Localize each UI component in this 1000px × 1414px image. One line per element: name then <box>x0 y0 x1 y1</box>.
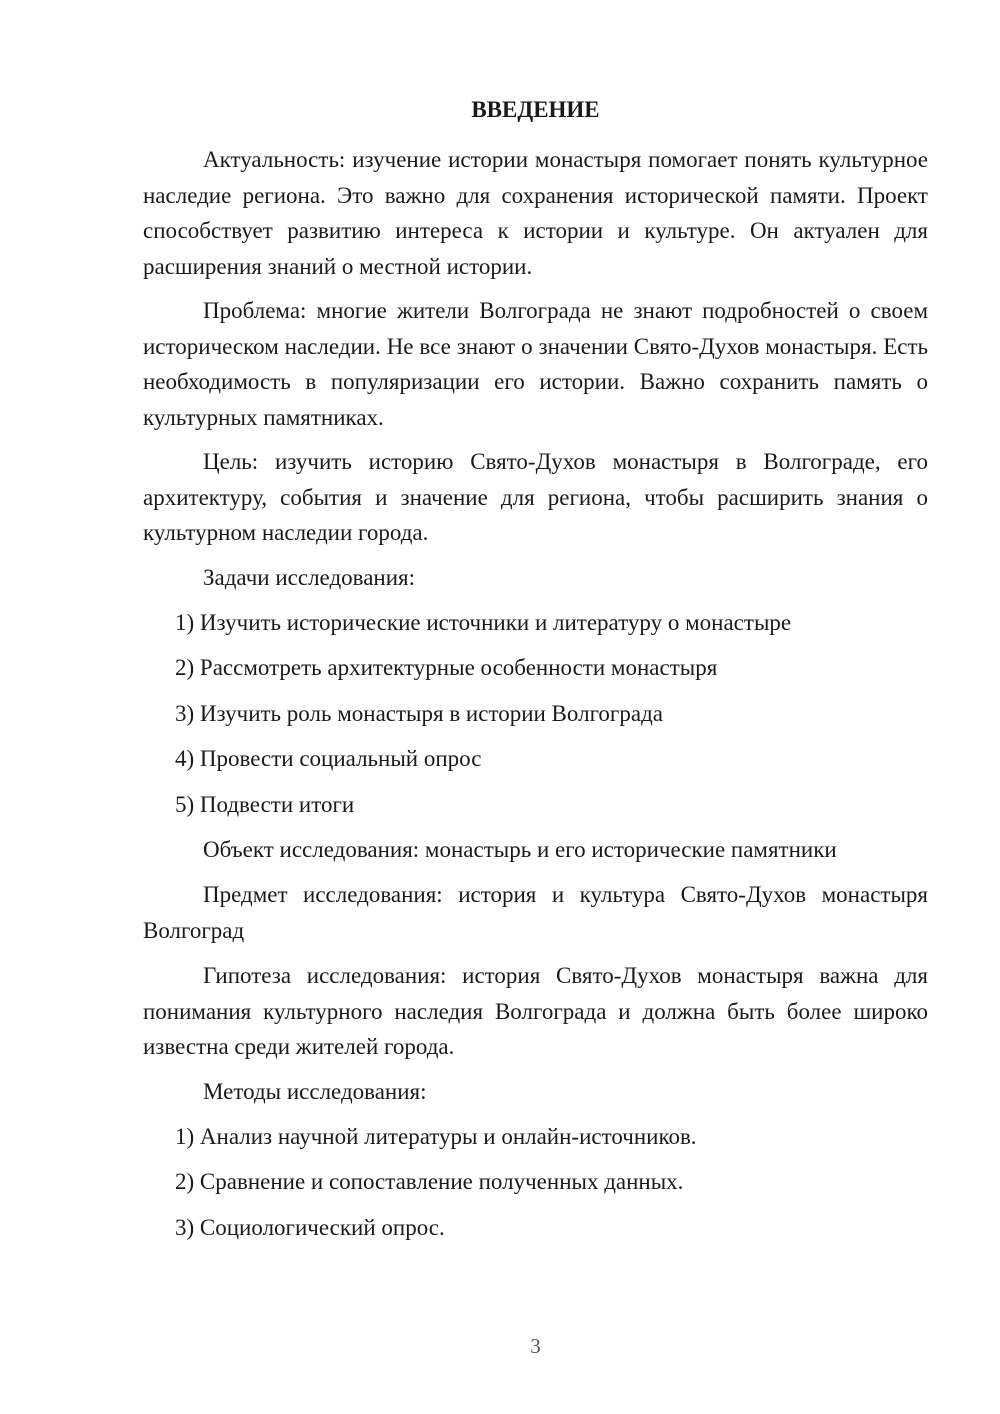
method-item-1: 1) Анализ научной литературы и онлайн-источников. <box>175 1124 697 1149</box>
task-item-3: 3) Изучить роль монастыря в истории Волгограда <box>175 701 663 726</box>
page-number: 3 <box>530 1334 541 1358</box>
task-item-4: 4) Провести социальный опрос <box>175 746 482 771</box>
hypothesis-paragraph: Гипотеза исследования: история Свято-Духов монастыря важна для понимания культурного наследия Волгограда и должна быть более широко известна среди жителей города. <box>143 963 928 1059</box>
relevance-paragraph: Актуальность: изучение истории монастыря помогает понять культурное наследие региона. Это важно для сохранения исторической памяти. Проект способствует развитию интереса к истории и культуре. Он актуален для расширения знаний о местной истории. <box>143 147 928 279</box>
task-item-5: 5) Подвести итоги <box>175 792 355 817</box>
section-heading: ВВЕДЕНИЕ <box>471 97 600 122</box>
problem-paragraph: Проблема: многие жители Волгограда не знают подробностей о своем историческом наследии. Не все знают о значении Свято-Духов монастыря. Есть необходимость в популяризации его истории. Важно сохранить память о культурных памятниках. <box>143 298 928 430</box>
document-page <box>143 0 928 1414</box>
task-item-2: 2) Рассмотреть архитектурные особенности монастыря <box>175 655 718 680</box>
method-item-2: 2) Сравнение и сопоставление полученных данных. <box>175 1169 684 1194</box>
task-item-1: 1) Изучить исторические источники и литературу о монастыре <box>175 610 792 635</box>
method-item-3: 3) Социологический опрос. <box>175 1215 445 1240</box>
tasks-title: Задачи исследования: <box>203 565 416 590</box>
goal-paragraph: Цель: изучить историю Свято-Духов монастыря в Волгограде, его архитектуру, события и значение для региона, чтобы расширить знания о культурном наследии города. <box>143 449 928 545</box>
subject-paragraph: Предмет исследования: история и культура Свято-Духов монастыря Волгоград <box>143 882 928 943</box>
methods-title: Методы исследования: <box>203 1079 427 1104</box>
object-paragraph: Объект исследования: монастырь и его исторические памятники <box>203 837 837 862</box>
